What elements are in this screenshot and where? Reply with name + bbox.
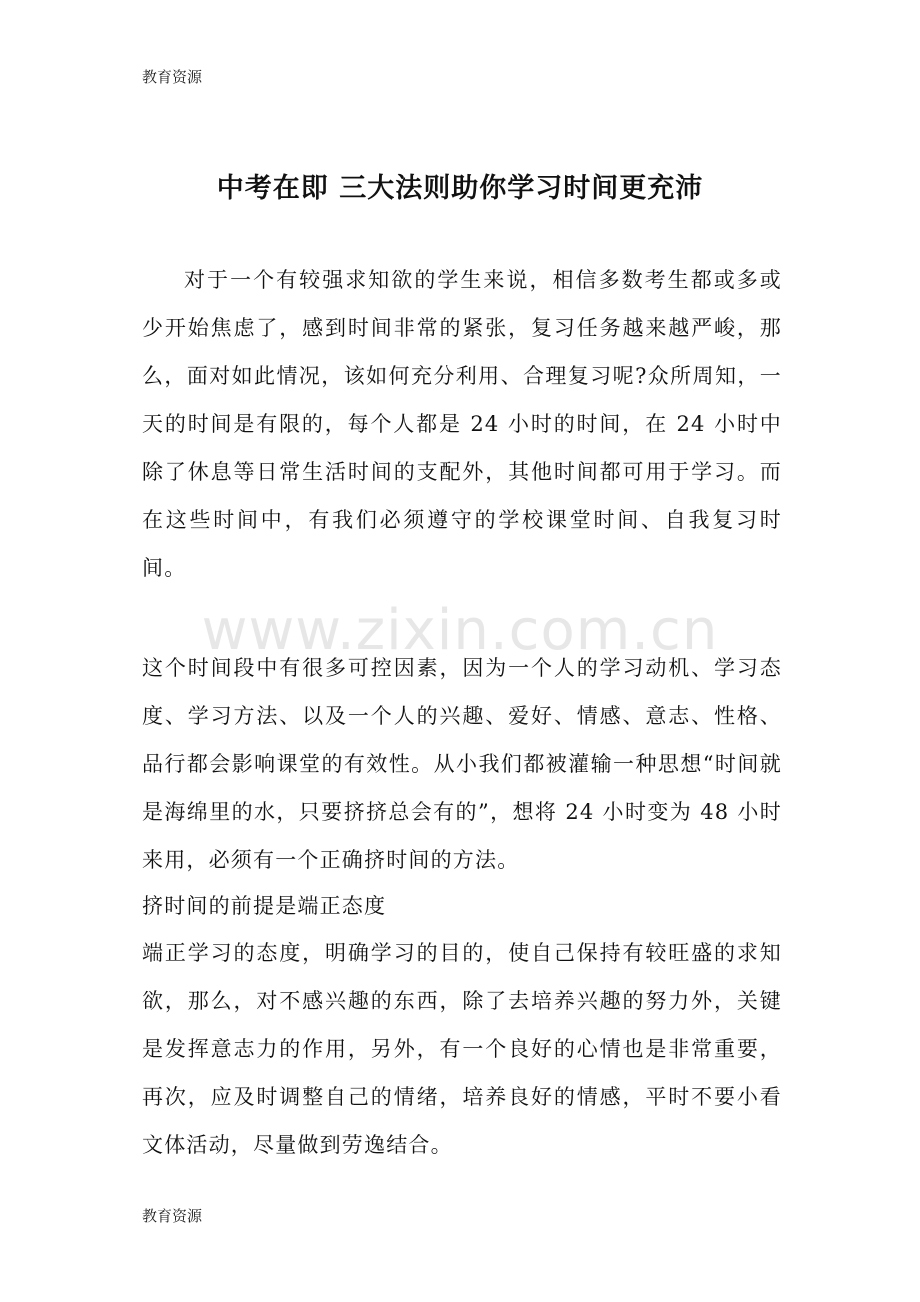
section-heading: 挤时间的前提是端正态度 bbox=[142, 894, 387, 918]
paragraph-intro: 对于一个有较强求知欲的学生来说，相信多数考生都或多或少开始焦虑了，感到时间非常的紧张，复习任务越来越严峻，那么，面对如此情况，该如何充分利用、合理复习呢?众所周知，一天的时间是有限的，每个人都是 24 小时的时间，在 24 小时中除了休息等日常生活时间的支配外，其他时间都可用于学习。而在这些时间中，有我们必须遵守的学校课堂时间、自我复习时间。 bbox=[142, 268, 782, 580]
page-header-label: 教育资源 bbox=[142, 68, 203, 86]
article-title: 中考在即 三大法则助你学习时间更充沛 bbox=[216, 173, 704, 204]
watermark-text: www.zixin.com.cn bbox=[201, 598, 719, 663]
paragraph-factors: 这个时间段中有很多可控因素，因为一个人的学习动机、学习态度、学习方法、以及一个人的兴趣、爱好、情感、意志、性格、品行都会影响课堂的有效性。从小我们都被灌输一种思想“时间就是海绵里的水，只要挤挤总会有的”，想将 24 小时变为 48 小时来用，必须有一个正确挤时间的方法。 bbox=[142, 656, 782, 872]
page-footer-label: 教育资源 bbox=[142, 1207, 203, 1225]
paragraph-attitude: 端正学习的态度，明确学习的目的，使自己保持有较旺盛的求知欲，那么，对不感兴趣的东西，除了去培养兴趣的努力外，关键是发挥意志力的作用，另外，有一个良好的心情也是非常重要，再次，应及时调整自己的情绪，培养良好的情感，平时不要小看文体活动，尽量做到劳逸结合。 bbox=[142, 941, 782, 1157]
